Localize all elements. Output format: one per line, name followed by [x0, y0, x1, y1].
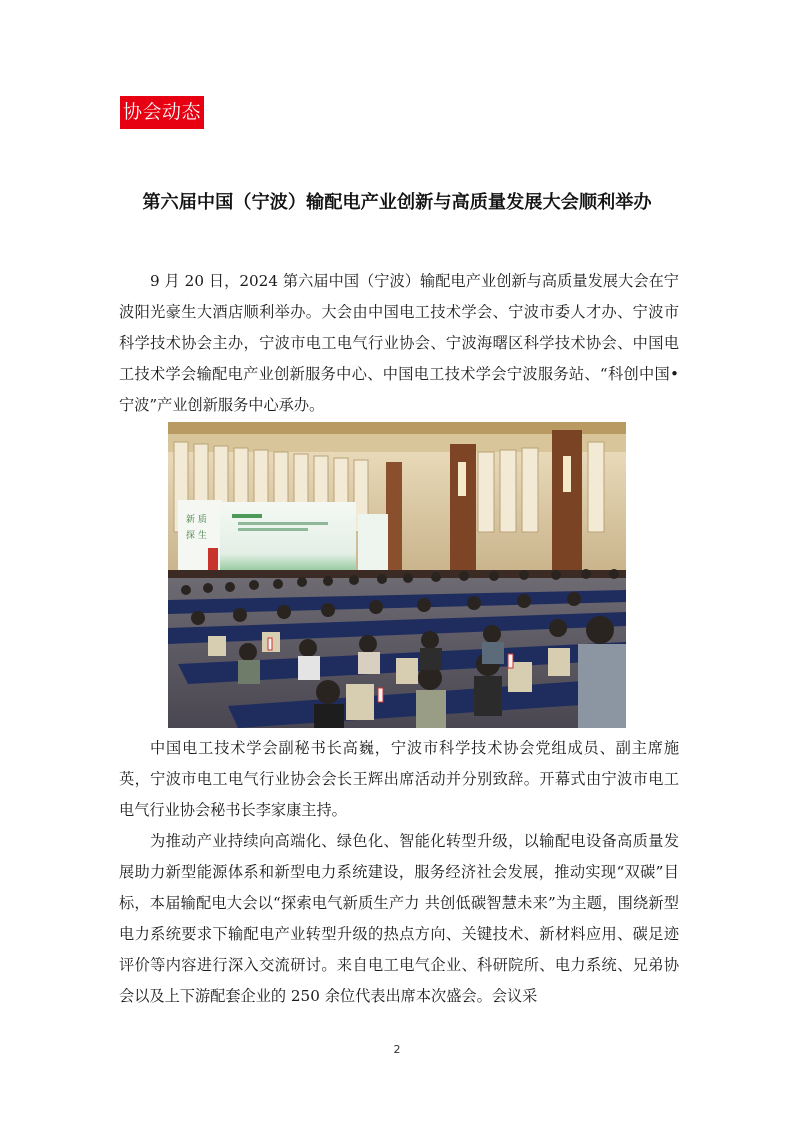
- page-number: 2: [393, 1043, 401, 1056]
- conference-photo: [168, 422, 626, 728]
- svg-text:探 生: 探 生: [186, 531, 207, 541]
- svg-text:新 质: 新 质: [186, 515, 207, 525]
- paragraph-theme: 为推动产业持续向高端化、绿色化、智能化转型升级，以输配电设备高质量发展助力新型能源体系和新型电力系统建设，服务经济社会发展，推动实现“双碳”目标，本届输配电大会以“探索电气新质生产力 共创低碳智慧未来”为主题，围绕新型电力系统要求下输配电产业转型升级的热点方向、关键技术、新材料应用、碳足迹评价等内容进行深入交流研讨。来自电工电气企业、科研院所、电力系统、兄弟协会以及上下游配套企业的 250 余位代表出席本次盛会。会议采: [119, 832, 679, 1005]
- section-tag: 协会动态: [120, 96, 204, 129]
- paragraph-guests: 中国电工技术学会副秘书长高巍，宁波市科学技术协会党组成员、副主席施英，宁波市电工电气行业协会会长王辉出席活动并分别致辞。开幕式由宁波市电工电气行业协会秘书长李家康主持。: [119, 739, 679, 819]
- paragraph-intro: 9 月 20 日，2024 第六届中国（宁波）输配电产业创新与高质量发展大会在宁波阳光豪生大酒店顺利举办。大会由中国电工技术学会、宁波市委人才办、宁波市科学技术协会主办，宁波市电工电气行业协会、宁波海曙区科学技术协会、中国电工技术学会输配电产业创新服务中心、中国电工技术学会宁波服务站、“科创中国•宁波”产业创新服务中心承办。: [119, 272, 679, 414]
- article-title: 第六届中国（宁波）输配电产业创新与高质量发展大会顺利举办: [142, 192, 652, 213]
